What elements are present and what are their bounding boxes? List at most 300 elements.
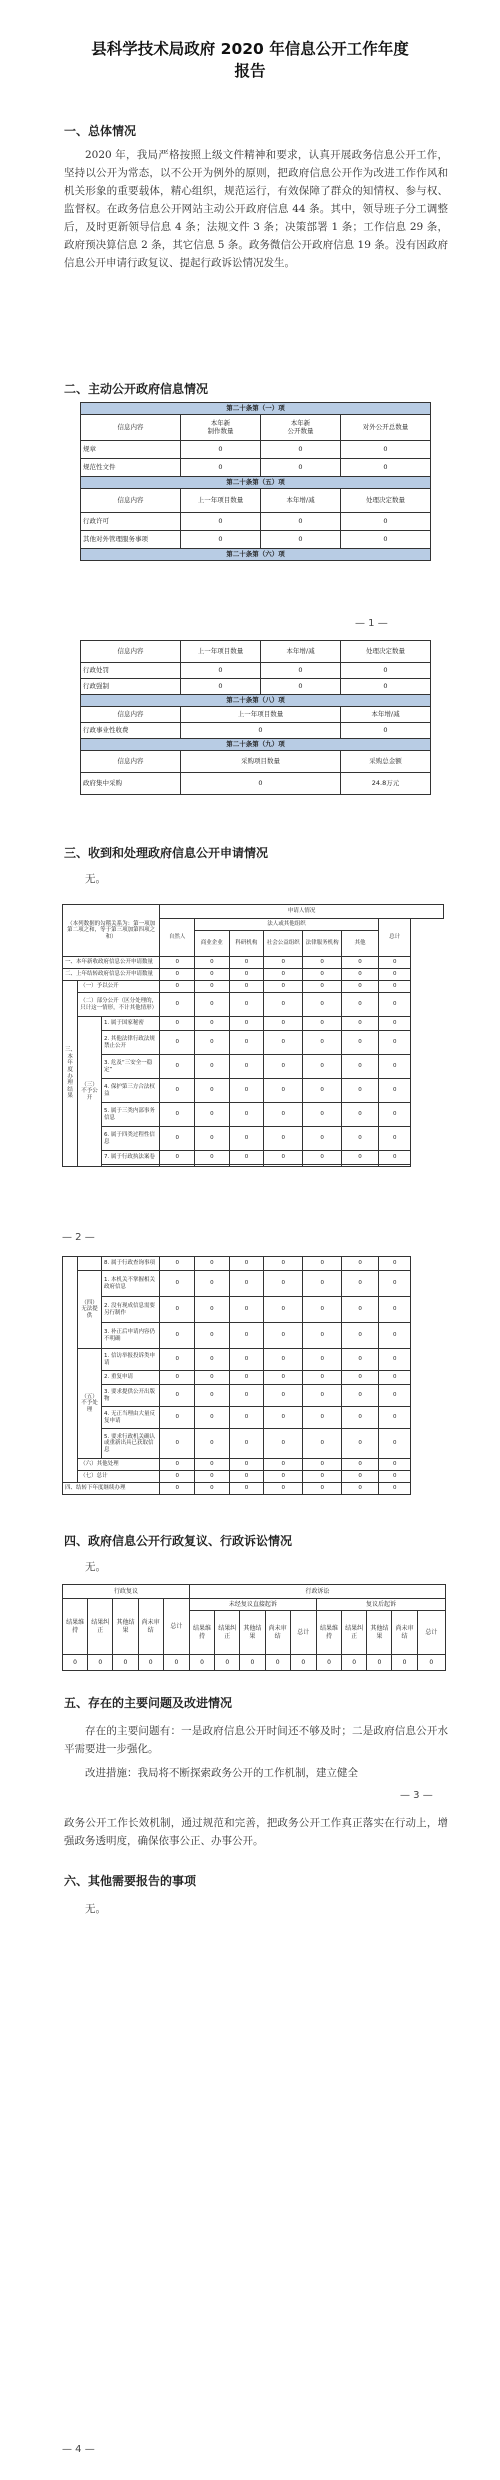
table-cell: 0 [378, 1407, 410, 1429]
table-corner-note: （本列数据的勾稽关系为：第一项加 第二项之和，等于第三项加第四项之和） [63, 905, 160, 957]
table-cell: 0 [229, 1017, 264, 1031]
table-cell: 0 [264, 1297, 303, 1323]
table-cell: 0 [342, 1483, 379, 1495]
table-cell: 上一年项目数量 [181, 707, 341, 723]
table-cell: 0 [378, 1017, 410, 1031]
table-cell: 0 [303, 1151, 342, 1165]
table-cell: 0 [229, 1079, 264, 1103]
table-cell: 0 [378, 1459, 410, 1471]
table-cell: 总计 [378, 919, 410, 957]
table-cell: 0 [181, 441, 261, 459]
table-cell: 0 [160, 993, 195, 1017]
table-cell: 处理决定数量 [341, 489, 431, 513]
section-5-problem: 存在的主要问题有：一是政府信息公开时间还不够及时；二是政府信息公开水平需要进一步强化。 [64, 1725, 448, 1755]
table-cell: 0 [88, 1655, 113, 1671]
table-cell: 0 [290, 1655, 316, 1671]
table-cell: 0 [264, 1055, 303, 1079]
table-cell: 0 [303, 1257, 342, 1271]
table-cell: 0 [160, 1407, 195, 1429]
table-cell: 0 [378, 1385, 410, 1407]
art20-1-header: 第二十条第（一）项 [81, 403, 431, 415]
table-cell: 未经复议直接起诉 [189, 1599, 316, 1611]
table-cell: 0 [160, 1017, 195, 1031]
table-cell: 0 [342, 1103, 379, 1127]
table-cell: 自然人 [160, 919, 195, 957]
table-cell [63, 1257, 78, 1483]
table-cell: 0 [378, 1079, 410, 1103]
table-cell: （五）不予处理 [78, 1349, 102, 1459]
art20-6-header: 第二十条第（六）项 [81, 549, 431, 561]
table-cell: 其他结果 [240, 1611, 265, 1655]
table-cell: 0 [341, 459, 431, 477]
table-cell: 0 [341, 723, 431, 739]
table-cell: 0 [342, 969, 379, 981]
section-2-heading: 二、主动公开政府信息情况 [64, 382, 209, 396]
title-line-2: 报告 [234, 62, 266, 80]
table-cell: 0 [195, 1459, 230, 1471]
table-cell: 0 [195, 1429, 230, 1459]
table-cell: 0 [264, 1323, 303, 1349]
table-cell: 0 [342, 1127, 379, 1151]
table-cell: 0 [261, 679, 341, 695]
table-cell: 0 [264, 1483, 303, 1495]
row-normative-docs: 规范性文件 [81, 459, 181, 477]
section-1-body: 2020 年，我局严格按照上级文件精神和要求，认真开展政务信息公开工作，坚持以公开为常态，以不公开为例外的原则，把政府信息公开作为改进工作作风和机关形象的重要载体，精心组织，规范运行，有效保障了群众的知情权、参与权、监督权。在政务信息公开网站主动公开政府信息 44 条。其中，领导班子分工调整后，及时更新领导信息 4 条；法规文件 3 条；决策部署 1 条；工作信息 29 条，政府预决算信息 2 条，其它信息 5 条。政务微信公开政府信息 19 条。没有因政府信息公开申请行政复议、提起行政诉讼情况发生。 [64, 149, 448, 269]
table-cell: 0 [264, 1471, 303, 1483]
table-cell: 0 [229, 1371, 264, 1385]
col-new-made: 本年新 制作数量 [181, 415, 261, 441]
table-cell: 0 [229, 1127, 264, 1151]
table-cell: 信息内容 [81, 751, 181, 773]
section-6-heading: 六、其他需要报告的事项 [64, 1874, 197, 1888]
page-number-3: — 3 — [400, 1790, 433, 1801]
table-cell: 0 [264, 1371, 303, 1385]
col-new-published: 本年新 公开数量 [261, 415, 341, 441]
table-cell: 0 [264, 1429, 303, 1459]
table-cell: 0 [160, 1385, 195, 1407]
table-cell: 0 [341, 663, 431, 679]
table-cell: 结果维持 [316, 1611, 341, 1655]
table-cell: 0 [160, 1349, 195, 1371]
table-cell: 0 [163, 1655, 189, 1671]
table-cell: 0 [160, 981, 195, 993]
title-line-1: 县科学技术局政府 2020 年信息公开工作年度 [91, 40, 409, 58]
section-4-none: 无。 [85, 1561, 106, 1573]
table-cell: 0 [264, 1127, 303, 1151]
table-cell: 0 [392, 1655, 417, 1671]
table-cell: 结果纠正 [215, 1611, 240, 1655]
table-cell: 0 [160, 1079, 195, 1103]
table-cell: 0 [229, 1483, 264, 1495]
table-cell: 其他 [342, 931, 379, 957]
table-cell: 总计 [417, 1611, 445, 1655]
application-table-cont [62, 1256, 444, 1495]
table-cell: 结果维持 [189, 1611, 214, 1655]
table-cell: 0 [342, 1349, 379, 1371]
table-cell: 0 [261, 459, 341, 477]
table-cell: 0 [264, 1349, 303, 1371]
table-cell: 0 [113, 1655, 138, 1671]
table-cell: 0 [378, 981, 410, 993]
table-cell: 0 [160, 1103, 195, 1127]
table-cell: 0 [181, 663, 261, 679]
table-cell: 0 [160, 1151, 195, 1165]
table-cell: 0 [342, 1257, 379, 1271]
table-cell: 5. 要求行政机关确认或重新出具已获取信息 [101, 1429, 159, 1459]
table-cell: 0 [342, 1385, 379, 1407]
table-cell: 0 [303, 957, 342, 969]
page-number-2: — 2 — [62, 1232, 95, 1243]
table-cell: 0 [378, 1323, 410, 1349]
table-cell: 0 [303, 1297, 342, 1323]
table-cell: 0 [160, 957, 195, 969]
col-info-content: 信息内容 [81, 415, 181, 441]
table-cell: 0 [342, 1017, 379, 1031]
table-cell: 0 [195, 1257, 230, 1271]
table-cell: 0 [378, 1271, 410, 1297]
table-cell: 0 [229, 1429, 264, 1459]
table-cell: 0 [195, 1385, 230, 1407]
table-cell: 0 [342, 957, 379, 969]
table-cell: 0 [303, 981, 342, 993]
table-cell: 4. 保护第三方合法权益 [101, 1079, 159, 1103]
review-header: 行政复议 [63, 1585, 190, 1599]
art20-5-header: 第二十条第（五）项 [81, 477, 431, 489]
table-cell: 0 [316, 1655, 341, 1671]
table-cell: 0 [303, 969, 342, 981]
table-cell: 0 [342, 1151, 379, 1165]
table-cell: 0 [264, 1257, 303, 1271]
table-cell: 0 [303, 1385, 342, 1407]
table-cell: 0 [240, 1655, 265, 1671]
active-disclosure-table-2 [80, 640, 431, 795]
table-cell: 0 [195, 1297, 230, 1323]
table-cell [378, 1165, 410, 1167]
table-cell: 0 [181, 531, 261, 549]
table-cell: 0 [264, 1385, 303, 1407]
table-cell: 0 [138, 1655, 163, 1671]
table-cell: 0 [229, 1407, 264, 1429]
table-cell: 0 [378, 957, 410, 969]
table-cell: 0 [342, 981, 379, 993]
table-cell: 法人或其他组织 [195, 919, 379, 931]
table-cell: 复议后起诉 [316, 1599, 445, 1611]
table-cell: 0 [341, 513, 431, 531]
table-cell: 0 [229, 1257, 264, 1271]
table-cell: 0 [342, 1429, 379, 1459]
table-cell: 上一年项目数量 [181, 641, 261, 663]
table-cell: 结果纠正 [342, 1611, 367, 1655]
art20-9-header: 第二十条第（九）项 [81, 739, 431, 751]
table-cell: 0 [378, 1151, 410, 1165]
table-cell: 0 [264, 957, 303, 969]
table-cell: 0 [160, 969, 195, 981]
table-cell: 0 [342, 1407, 379, 1429]
table-cell: 0 [195, 1483, 230, 1495]
table-cell: 0 [229, 1323, 264, 1349]
table-cell [195, 1165, 230, 1167]
page-number-1: — 1 — [355, 618, 388, 629]
table-cell: 0 [303, 1483, 342, 1495]
table-cell: 1. 本机关不掌握相关政府信息 [101, 1271, 159, 1297]
table-cell: 0 [341, 679, 431, 695]
table-cell: （四）无法提供 [78, 1271, 102, 1349]
table-cell: 信息内容 [81, 707, 181, 723]
table-cell: 0 [160, 1031, 195, 1055]
table-cell: 0 [229, 1103, 264, 1127]
table-cell: 0 [342, 1459, 379, 1471]
table-cell: 0 [195, 993, 230, 1017]
table-cell: 0 [303, 1407, 342, 1429]
table-cell: 0 [160, 1429, 195, 1459]
table-cell: 0 [189, 1655, 214, 1671]
table-cell: 0 [378, 1471, 410, 1483]
table-cell: （三）不予公开 [78, 1017, 102, 1167]
table-cell: 0 [63, 1655, 88, 1671]
section-4-heading: 四、政府信息公开行政复议、行政诉讼情况 [64, 1534, 293, 1548]
table-cell: 总计 [290, 1611, 316, 1655]
table-cell [229, 1165, 264, 1167]
table-cell: 3. 补正后申请内容仍不明确 [101, 1323, 159, 1349]
row-purchase: 政府集中采购 [81, 773, 181, 795]
table-cell: 0 [261, 531, 341, 549]
table-cell: 0 [264, 1271, 303, 1297]
page-number-4: — 4 — [62, 2444, 95, 2455]
table-cell: 结果维持 [63, 1599, 88, 1655]
table-cell: 0 [303, 993, 342, 1017]
table-cell: 3. 危及“三安全一稳定” [101, 1055, 159, 1079]
table-cell: 0 [195, 1079, 230, 1103]
table-cell: 0 [229, 1297, 264, 1323]
table-cell: 其他结果 [367, 1611, 392, 1655]
table-cell: 0 [264, 1459, 303, 1471]
table-cell: 0 [160, 1323, 195, 1349]
litigation-header: 行政诉讼 [189, 1585, 445, 1599]
section-5-improve-1: 改进措施：我局将不断探索政务公开的工作机制，建立健全 [85, 1767, 358, 1779]
table-cell: 0 [160, 1257, 195, 1271]
table-cell: 0 [195, 981, 230, 993]
active-disclosure-table-1 [80, 402, 431, 561]
table-cell: 0 [195, 1407, 230, 1429]
table-cell: 0 [264, 969, 303, 981]
table-cell: 0 [378, 969, 410, 981]
table-cell [342, 1165, 379, 1167]
table-cell: 0 [378, 993, 410, 1017]
table-cell: 0 [303, 1031, 342, 1055]
table-cell: （二）部分公开（区分处理的，只计这一情形，不计其他情形） [78, 993, 160, 1017]
table-cell: 0 [229, 1031, 264, 1055]
table-cell [160, 1165, 195, 1167]
table-cell: 0 [261, 663, 341, 679]
table-cell: 0 [195, 1103, 230, 1127]
section-5-improve-2: 政务公开工作长效机制，通过规范和完善，把政务公开工作真正落实在行动上，增强政务透明度，确保依事公正、办事公开。 [64, 1817, 448, 1847]
application-table [62, 904, 444, 1167]
row-license: 行政许可 [81, 513, 181, 531]
table-cell: 信息内容 [81, 641, 181, 663]
table-cell: 结果纠正 [88, 1599, 113, 1655]
table-cell: 0 [195, 1151, 230, 1165]
table-cell: 四、结转下年度继续办理 [63, 1483, 160, 1495]
table-cell: 尚未审结 [138, 1599, 163, 1655]
table-cell: 0 [229, 1385, 264, 1407]
table-cell: 0 [342, 1271, 379, 1297]
table-cell: 0 [195, 1031, 230, 1055]
table-cell: 0 [195, 1127, 230, 1151]
table-cell: 0 [195, 1271, 230, 1297]
table-cell: 0 [342, 1055, 379, 1079]
table-cell: 0 [160, 1271, 195, 1297]
table-cell: 采购总金额 [341, 751, 431, 773]
table-cell [264, 1165, 303, 1167]
table-cell: 上一年项目数量 [181, 489, 261, 513]
table-cell: 0 [229, 1151, 264, 1165]
table-cell: 处理决定数量 [341, 641, 431, 663]
table-cell: 一、本年新收政府信息公开申请数量 [63, 957, 160, 969]
table-cell: 0 [378, 1349, 410, 1371]
table-cell: 0 [378, 1483, 410, 1495]
table-cell: 7. 属于行政执法案卷 [101, 1151, 159, 1165]
table-cell: 0 [229, 1459, 264, 1471]
table-cell: 0 [181, 679, 261, 695]
table-cell: 0 [342, 1371, 379, 1385]
table-cell: 0 [342, 1297, 379, 1323]
section-1-heading: 一、总体情况 [64, 124, 137, 138]
table-cell: 2. 没有现成信息需要另行制作 [101, 1297, 159, 1323]
table-cell: 0 [378, 1127, 410, 1151]
table-cell: 2. 其他法律行政法规禁止公开 [101, 1031, 159, 1055]
table-cell: 0 [195, 1371, 230, 1385]
table-cell: 商业企业 [195, 931, 230, 957]
table-cell: 0 [229, 957, 264, 969]
section-3-none: 无。 [85, 873, 106, 885]
row-other-services: 其他对外管理服务事项 [81, 531, 181, 549]
table-cell: 0 [160, 1483, 195, 1495]
table-cell: 总计 [163, 1599, 189, 1655]
review-litigation-table [62, 1584, 446, 1671]
table-cell: 本年增/减 [261, 489, 341, 513]
purchase-total: 24.8万元 [341, 773, 431, 795]
table-cell: 1. 信访举报投诉类申请 [101, 1349, 159, 1371]
table-cell: （一）予以公开 [78, 981, 160, 993]
table-cell: 其他结果 [113, 1599, 138, 1655]
table-cell: （七）总计 [78, 1471, 160, 1483]
table-cell: 0 [229, 993, 264, 1017]
table-cell: 0 [342, 1471, 379, 1483]
table-cell: 0 [303, 1371, 342, 1385]
table-cell: 0 [303, 1103, 342, 1127]
table-cell: 0 [215, 1655, 240, 1671]
table-cell: 0 [378, 1371, 410, 1385]
row-punish: 行政处罚 [81, 663, 181, 679]
table-cell: 0 [261, 441, 341, 459]
table-cell: 0 [160, 1471, 195, 1483]
table-cell: 0 [303, 1017, 342, 1031]
table-cell: 法律服务机构 [303, 931, 342, 957]
table-cell: 0 [229, 1471, 264, 1483]
table-cell: 6. 属于四类过程性信息 [101, 1127, 159, 1151]
table-cell: 0 [303, 1429, 342, 1459]
table-cell: 0 [229, 981, 264, 993]
table-cell: 0 [264, 1017, 303, 1031]
table-cell: 0 [303, 1079, 342, 1103]
table-cell: 0 [181, 723, 341, 739]
table-cell: 0 [160, 1127, 195, 1151]
table-cell: 0 [342, 1031, 379, 1055]
table-cell: 0 [264, 1407, 303, 1429]
document-title [40, 38, 460, 82]
table-cell: 0 [303, 1323, 342, 1349]
table-cell: 0 [181, 513, 261, 531]
table-cell: 尚未审结 [265, 1611, 290, 1655]
section-5-heading: 五、存在的主要问题及改进情况 [64, 1696, 233, 1710]
table-cell: 0 [195, 1323, 230, 1349]
table-cell: 0 [264, 993, 303, 1017]
table-cell: 0 [181, 459, 261, 477]
table-cell: 0 [378, 1055, 410, 1079]
table-cell [303, 1165, 342, 1167]
table-cell: 0 [303, 1349, 342, 1371]
table-cell: 信息内容 [81, 489, 181, 513]
table-cell: 8. 属于行政查询事项 [101, 1257, 159, 1271]
art20-8-header: 第二十条第（八）项 [81, 695, 431, 707]
table-cell: 3. 要求提供公开出版物 [101, 1385, 159, 1407]
table-cell: 1. 属于国家秘密 [101, 1017, 159, 1031]
table-cell: 0 [229, 1271, 264, 1297]
table-cell: 本年增/减 [341, 707, 431, 723]
table-cell: 0 [303, 1471, 342, 1483]
row-rules: 规章 [81, 441, 181, 459]
table-cell: 0 [303, 1459, 342, 1471]
table-cell: 采购项目数量 [181, 751, 341, 773]
table-cell: 4. 无正当理由大量反复申请 [101, 1407, 159, 1429]
table-cell: 0 [195, 1349, 230, 1371]
table-cell: 0 [341, 531, 431, 549]
table-cell: 0 [417, 1655, 445, 1671]
table-cell: 0 [160, 1459, 195, 1471]
table-cell: 5. 属于三类内部事务信息 [101, 1103, 159, 1127]
table-cell: 0 [367, 1655, 392, 1671]
table-cell: 0 [195, 957, 230, 969]
table-cell: 三、本年度办理结果 [63, 981, 78, 1167]
table-cell: 0 [342, 1079, 379, 1103]
table-cell: 0 [261, 513, 341, 531]
table-cell: 0 [195, 1471, 230, 1483]
table-cell: 0 [342, 993, 379, 1017]
col-total-published: 对外公开总数量 [341, 415, 431, 441]
table-cell: 0 [195, 1017, 230, 1031]
table-cell: 0 [229, 969, 264, 981]
table-cell: 0 [229, 1349, 264, 1371]
table-cell: 0 [160, 1055, 195, 1079]
table-cell: 0 [264, 1151, 303, 1165]
table-cell: 0 [303, 1271, 342, 1297]
table-cell: 0 [195, 969, 230, 981]
table-cell: 0 [264, 1031, 303, 1055]
table-cell: 本年增/减 [261, 641, 341, 663]
table-cell: 0 [264, 981, 303, 993]
section-6-none: 无。 [85, 1903, 106, 1915]
table-cell: 社会公益组织 [264, 931, 303, 957]
table-cell: 0 [160, 1297, 195, 1323]
table-cell: 0 [264, 1079, 303, 1103]
table-cell: 2. 重复申请 [101, 1371, 159, 1385]
table-cell: 0 [378, 1429, 410, 1459]
table-cell: 0 [378, 1257, 410, 1271]
row-force: 行政强制 [81, 679, 181, 695]
table-cell: （六）其他处理 [78, 1459, 160, 1471]
table-cell: 0 [342, 1323, 379, 1349]
table-cell [101, 1165, 159, 1167]
